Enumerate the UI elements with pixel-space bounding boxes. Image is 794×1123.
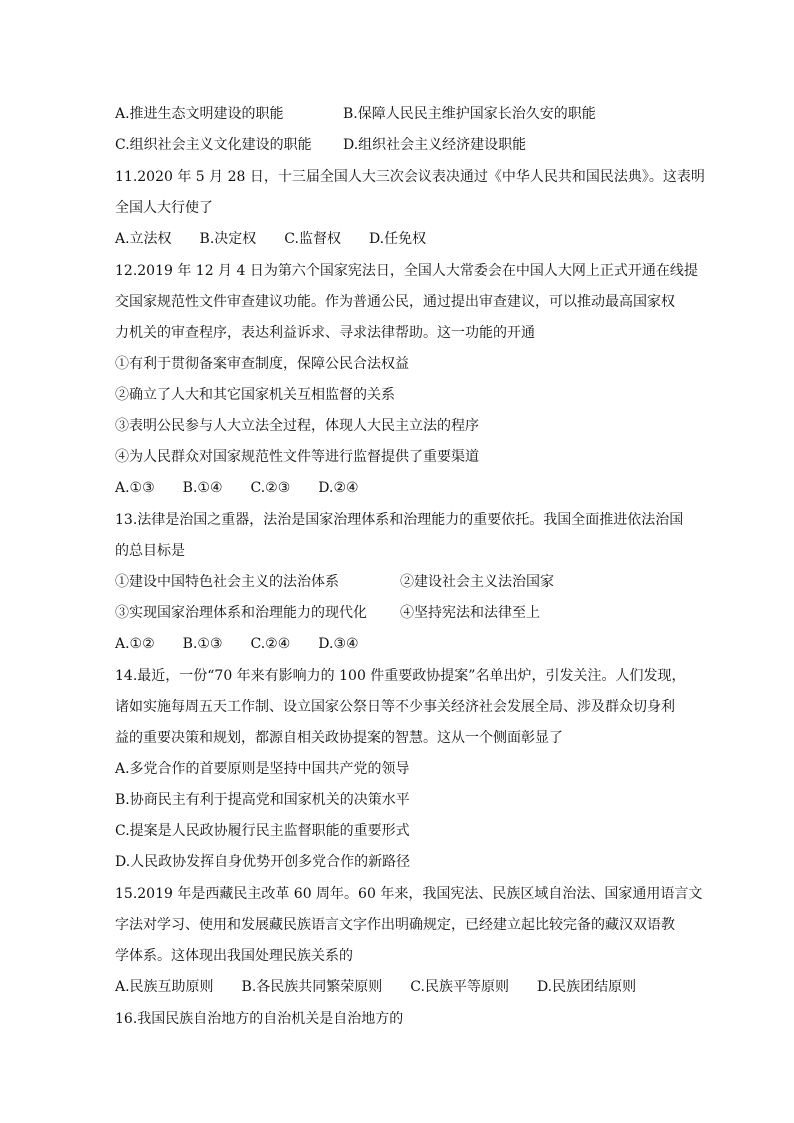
q14-stem-line3: 益的重要决策和规划，都源自相关政协提案的智慧。这从一个侧面彰显了 (115, 730, 563, 746)
q12-stem-line3: 力机关的审查程序，表达利益诉求、寻求法律帮助。这一功能的开通 (115, 325, 535, 341)
q13-stem-line2: 的总目标是 (115, 543, 185, 559)
q14-option-a: A.多党合作的首要原则是坚持中国共产党的领导 (115, 761, 410, 777)
q15-stem-line3: 学体系。这体现出我国处理民族关系的 (115, 948, 353, 964)
q11-stem-line1: 11.2020 年 5 月 28 日，十三届全国人大三次会议表决通过《中华人民共和国民法典》。这表明 (115, 169, 705, 185)
q13-statement-2: ②建设社会主义法治国家 (400, 574, 554, 590)
q10-option-b: B.保障人民民主维护国家长治久安的职能 (343, 106, 596, 122)
q10-option-c: C.组织社会主义文化建设的职能 (115, 137, 312, 153)
q13-options: A.①② B.①③ C.②④ D.③④ (115, 636, 359, 652)
q10-option-a: A.推进生态文明建设的职能 (115, 106, 284, 122)
q11-options: A.立法权 B.决定权 C.监督权 D.任免权 (115, 231, 427, 247)
q16-stem-line1: 16.我国民族自治地方的自治机关是自治地方的 (115, 1011, 404, 1027)
q10-option-d: D.组织社会主义经济建设职能 (343, 137, 527, 153)
q12-options: A.①③ B.①④ C.②③ D.②④ (115, 480, 359, 496)
q13-statement-4: ④坚持宪法和法律至上 (400, 605, 540, 621)
q12-statement-4: ④为人民群众对国家规范性文件等进行监督提供了重要渠道 (115, 449, 479, 465)
q12-statement-2: ②确立了人大和其它国家机关互相监督的关系 (115, 387, 395, 403)
q13-stem-line1: 13.法律是治国之重器，法治是国家治理体系和治理能力的重要依托。我国全面推进依法治国 (115, 512, 684, 528)
q12-stem-line1: 12.2019 年 12 月 4 日为第六个国家宪法日，全国人大常委会在中国人大网上正式开通在线提 (115, 263, 698, 279)
q14-stem-line2: 诸如实施每周五天工作制、设立国家公祭日等不少事关经济社会发展全局、涉及群众切身利 (115, 699, 675, 715)
q12-statement-3: ③表明公民参与人大立法全过程，体现人大民主立法的程序 (115, 418, 479, 434)
q13-statement-3: ③实现国家治理体系和治理能力的现代化 (115, 605, 367, 621)
q12-statement-1: ①有利于贯彻备案审查制度，保障公民合法权益 (115, 356, 409, 372)
q15-stem-line2: 字法对学习、使用和发展藏民族语言文字作出明确规定，已经建立起比较完备的藏汉双语教 (115, 917, 675, 933)
q14-option-b: B.协商民主有利于提高党和国家机关的决策水平 (115, 792, 410, 808)
q15-stem-line1: 15.2019 年是西藏民主改革 60 周年。60 年来，我国宪法、民族区域自治法、国家通用语言文 (115, 886, 703, 902)
q15-options: A.民族互助原则 B.各民族共同繁荣原则 C.民族平等原则 D.民族团结原则 (115, 979, 637, 995)
q13-statement-1: ①建设中国特色社会主义的法治体系 (115, 574, 339, 590)
q14-stem-line1: 14.最近，一份“70 年来有影响力的 100 件重要政协提案”名单出炉，引发关注。人们发现， (115, 668, 686, 684)
q12-stem-line2: 交国家规范性文件审查建议功能。作为普通公民，通过提出审查建议，可以推动最高国家权 (115, 294, 675, 310)
q11-stem-line2: 全国人大行使了 (115, 200, 213, 216)
q14-option-c: C.提案是人民政协履行民主监督职能的重要形式 (115, 823, 410, 839)
q14-option-d: D.人民政协发挥自身优势开创多党合作的新路径 (115, 854, 411, 870)
